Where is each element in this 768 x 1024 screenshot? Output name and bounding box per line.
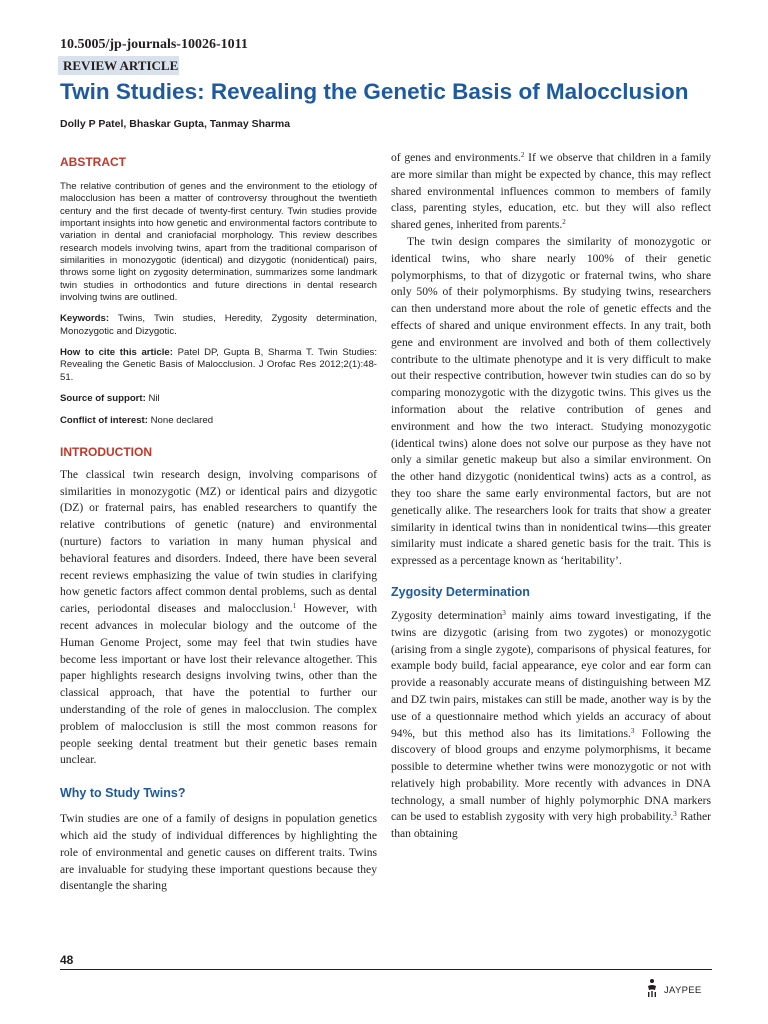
citation-text: Patel DP, Gupta B, Sharma T. Twin Studies: Revealing the Genetic Basis of Malocclusion. J Orofac Res 2012;2(1):48-51.: [60, 347, 378, 383]
author-list: Dolly P Patel, Bhaskar Gupta, Tanmay Sharma: [60, 118, 291, 130]
conflict-text: None declared: [150, 414, 214, 426]
doi: 10.5005/jp-journals-10026-1011: [60, 37, 248, 52]
conflict-of-interest: [60, 415, 377, 427]
citation: [60, 347, 377, 384]
keywords-label: Keywords:: [60, 313, 110, 325]
support-text: Nil: [148, 393, 160, 405]
citation-ref: 3: [673, 810, 677, 819]
keywords: [60, 313, 377, 338]
right-text-part2: If we observe that children in a family are more similar than might be expected by chance, this may reflect shared environmental influences common to members of family class, parenting styles, education, etc. but they will also reflect shared genes, inherited from parents.: [391, 151, 712, 232]
citation-ref: 2: [520, 151, 525, 159]
zygosity-text-part3: Following the discovery of blood groups and enzyme polymorphisms, it became possible to determine whether twins were monozygotic or not with relatively high probability. More recently with advances in DNA technology, a small number of highly polymorphic DNA markers can be used to establish zygosity with very high probability.: [391, 726, 711, 824]
footer-rule: [60, 969, 712, 970]
zygosity-heading: Zygosity Determination: [391, 584, 530, 599]
left-column: [60, 150, 377, 895]
source-of-support: [60, 393, 377, 405]
support-label: Source of support:: [60, 393, 146, 405]
article-type-badge: REVIEW ARTICLE: [58, 56, 179, 75]
page-number: 48: [60, 953, 74, 967]
introduction-paragraph: [60, 467, 377, 769]
conflict-label: Conflict of interest:: [60, 414, 148, 426]
citation-label: How to cite this article:: [60, 347, 173, 359]
zygosity-text-part2: mainly aims toward investigating, if the twins are dizygotic (arising from two zygotes) or monozygotic (arising from a single zygote), comparisons of physical features, for example body build, facial appearance, eye color and ear form can provide a reasonably accurate means of distinguishing between MZ and DZ twin pairs, mistakes can still be made, another way is by the use of a questionnaire method which yields an accuracy of about 94%, but this method also has its limitations.: [391, 608, 711, 740]
right-paragraph-2: The twin design compares the similarity of monozygotic or identical twins, who share nearly 100% of their genetic polymorphisms, to that of dizygotic or fraternal twins, who share only 50% of their polymorphisms. By studying twins, researchers can then understand more about the role of genetic effects and the effects of shared and unique environment effects. In any trait, both gene and environment are involved and both of them collectively contribute to the ultimate phenotype and it is very difficult to make out their respective contribution, however twin studies can do so by comparing monozygotic with the dizygotic twins. This gives us the information about the relative contribution of genes and environment and how the two interact. Studying monozygotic (identical twins) alone does not solve our purpose as they have not only a similar genetic makeup but also a similar environment. On the other hand dizygotic (nonidentical twins) acts as a control, as they too share the same early environmental factors, but are not genetically alike. The researchers look for traits that show a greater similarity in identical twins than in nonidentical twins—this greater similarity must indicate a shared genetic basis for the trait. This is expressed as a percentage known as ‘heritability’.: [391, 234, 711, 568]
citation-ref: 3: [502, 608, 506, 617]
citation-ref: 2: [562, 218, 566, 227]
citation-ref: 3: [630, 726, 635, 735]
introduction-heading: INTRODUCTION: [60, 444, 152, 459]
publisher-name: JAYPEE: [664, 985, 702, 996]
zygosity-text-part4: Rather than obtaining: [391, 810, 711, 841]
why-study-twins-paragraph: Twin studies are one of a family of designs in population genetics which aid the study of individual differences by highlighting the role of environmental and genetic causes on different traits. Twins are invaluable for studying these important questions because they disentangle the sharing: [60, 812, 377, 893]
abstract-text: The relative contribution of genes and the environment to the etiology of malocclusion has been a matter of controversy throughout the twentieth century and the first decade of twenty-first century. Twin studies provide important insights into how genetic and environmental factors contribute to variation in dental and craniofacial morphology. This review describes research models involving twins, apart from the traditional comparison of similarities in monozygotic (identical) and dizygotic (nonidentical) pairs, throws some light on zygosity determination, summarizes some landmark twin studies in orthodontics and future directions in dental research involving twins are outlined.: [60, 181, 377, 304]
right-text-part1: of genes and environments.: [391, 151, 521, 164]
intro-text-part2: However, with recent advances in molecular biology and the outcome of the Human Genome Project, some may feel that twin studies have become less important or have lost their relevance altogether. This paper highlights research designs involving twins, other than the classical approach, that have the potential to further our understanding of the role of genes in malocclusion. The complex problem of malocclusion is still the most common reasons for people seeking dental treatment but their genetic bases remain unclear.: [60, 602, 377, 767]
publisher-logo-icon: [646, 978, 658, 998]
zygosity-text-part1: Zygosity determination: [391, 608, 503, 622]
zygosity-paragraph: [391, 608, 711, 843]
intro-text-part1: The classical twin research design, involving comparisons of similarities in monozygotic (MZ) or identical pairs and dizygotic (DZ) or fraternal pairs, has enabled researchers to quantify the relative contributions of genetic (nature) and environmental (nurture) factors to variation in many human physical and behavioral features and disorders. Indeed, there have been several recent reviews emphasizing the value of twin studies in clarifying how genetic factors affect common dental problems, such as dental caries, periodontal diseases and malocclusion.: [60, 467, 377, 616]
right-column: [391, 150, 711, 843]
keywords-text: Twins, Twin studies, Heredity, Zygosity determination, Monozygotic and Dizygotic.: [60, 313, 377, 337]
abstract-heading: ABSTRACT: [60, 155, 126, 169]
article-title: Twin Studies: Revealing the Genetic Basis of Malocclusion: [60, 79, 689, 104]
why-study-twins-heading: Why to Study Twins?: [60, 786, 186, 801]
right-paragraph-1: [391, 150, 711, 234]
citation-ref: 1: [292, 602, 297, 611]
